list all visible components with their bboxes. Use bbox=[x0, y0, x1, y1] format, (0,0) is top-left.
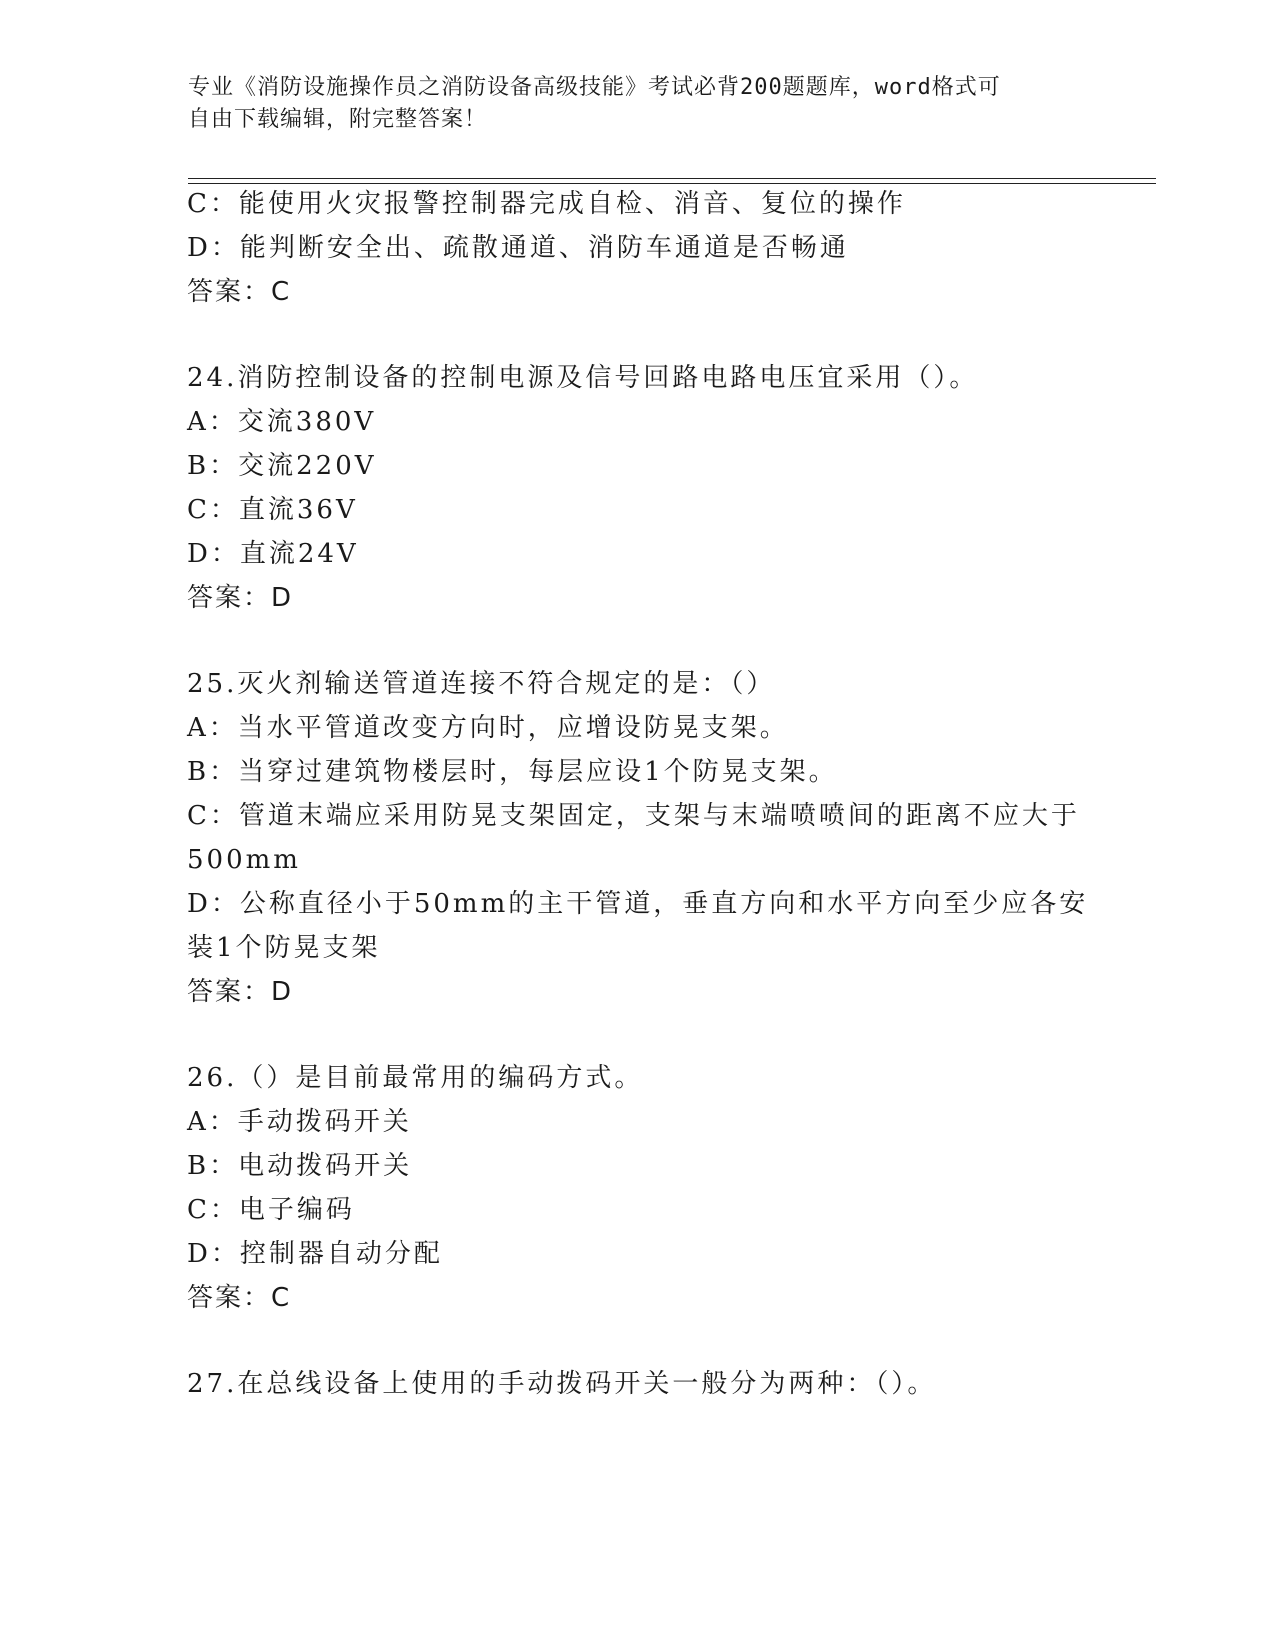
q26-answer: 答案：C bbox=[187, 1283, 292, 1313]
q25-question: 25.灭火剂输送管道连接不符合规定的是：（） bbox=[187, 669, 776, 699]
q26-option-a: A：手动拨码开关 bbox=[187, 1107, 412, 1137]
q26-question: 26.（）是目前最常用的编码方式。 bbox=[187, 1063, 644, 1093]
q25-option-b: B：当穿过建筑物楼层时，每层应设1个防晃支架。 bbox=[187, 757, 838, 787]
q25-option-a: A：当水平管道改变方向时，应增设防晃支架。 bbox=[187, 713, 789, 743]
q23-answer: 答案：C bbox=[187, 277, 292, 307]
q25-option-c-line2: 500mm bbox=[187, 845, 301, 875]
q26-option-d: D：控制器自动分配 bbox=[187, 1239, 443, 1269]
q25-option-c-line1: C：管道末端应采用防晃支架固定，支架与末端喷喷间的距离不应大于 bbox=[187, 801, 1080, 831]
q24-option-c: C：直流36V bbox=[187, 495, 358, 525]
header-divider-bottom bbox=[188, 183, 1156, 184]
q26-option-c: C：电子编码 bbox=[187, 1195, 355, 1225]
q24-answer: 答案：D bbox=[187, 583, 294, 613]
q26-option-b: B：电动拨码开关 bbox=[187, 1151, 413, 1181]
q24-question: 24.消防控制设备的控制电源及信号回路电路电压宜采用（）。 bbox=[187, 363, 979, 393]
q25-answer: 答案：D bbox=[187, 977, 294, 1007]
q23-option-c: C：能使用火灾报警控制器完成自检、消音、复位的操作 bbox=[187, 189, 906, 219]
header-line-2: 自由下载编辑，附完整答案！ bbox=[188, 107, 488, 132]
q25-option-d-line2: 装1个防晃支架 bbox=[187, 933, 381, 963]
q23-option-d: D：能判断安全出、疏散通道、消防车通道是否畅通 bbox=[187, 233, 849, 263]
q27-question: 27.在总线设备上使用的手动拨码开关一般分为两种：（）。 bbox=[187, 1369, 937, 1399]
document-header bbox=[188, 72, 1088, 136]
header-divider-top bbox=[188, 178, 1156, 179]
q24-option-a: A：交流380V bbox=[187, 407, 377, 437]
q24-option-b: B：交流220V bbox=[187, 451, 377, 481]
q24-option-d: D：直流24V bbox=[187, 539, 359, 569]
header-line-1: 专业《消防设施操作员之消防设备高级技能》考试必背200题题库，word格式可 bbox=[188, 75, 1001, 100]
q25-option-d-line1: D：公称直径小于50mm的主干管道，垂直方向和水平方向至少应各安 bbox=[187, 889, 1089, 919]
